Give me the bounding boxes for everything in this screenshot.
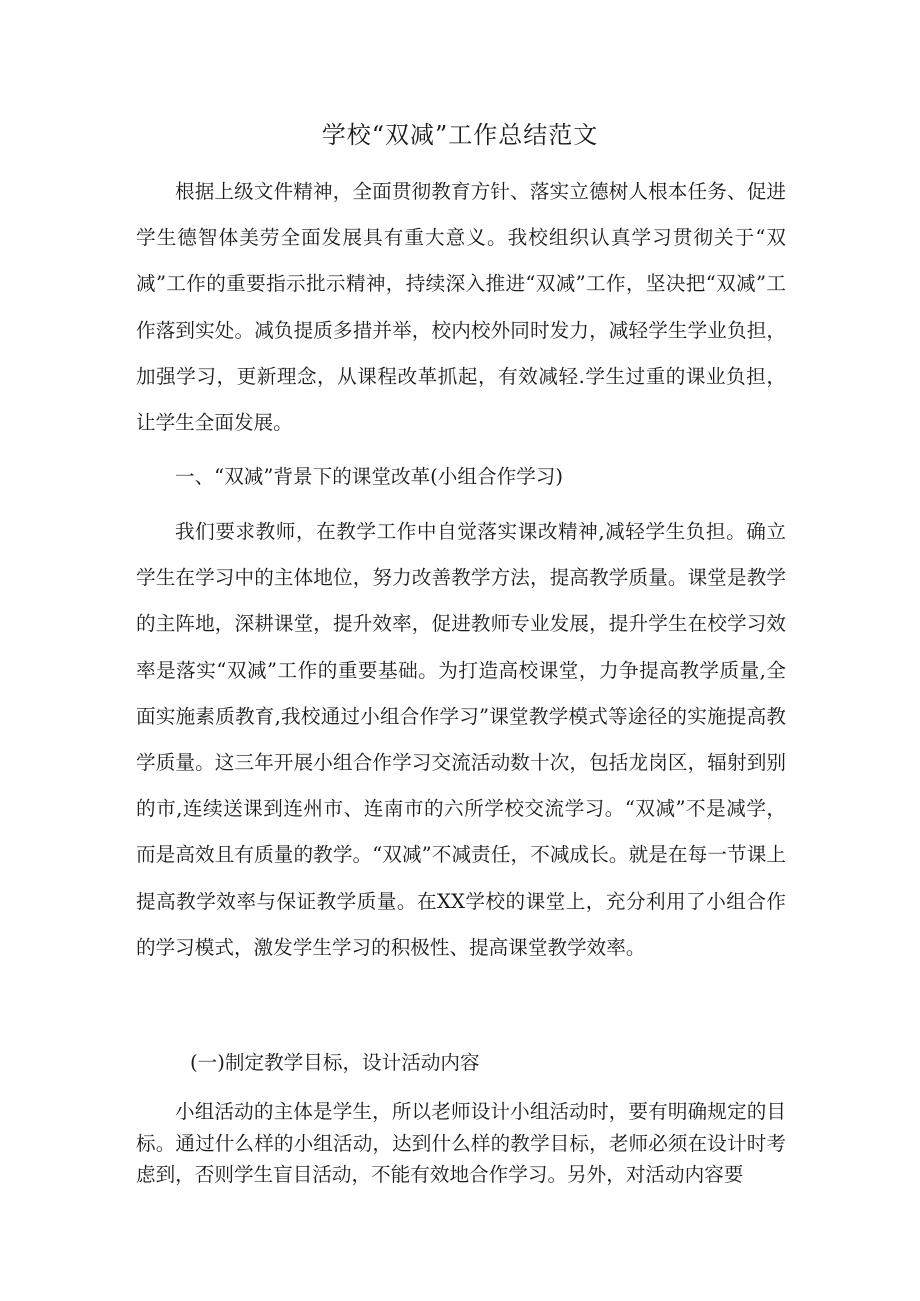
paragraph-section-1: 我们要求教师，在教学工作中自觉落实课改精神,减轻学生负担。确立学生在学习中的主体地位，努力改善教学方法，提高教学质量。课堂是教学的主阵地，深耕课堂，提升效率，促进教师专业发展，提升学生在校学习效率是落实“双减”工作的重要基础。为打造高校课堂，力争提高教学质量,全面实施素质教育,我校通过小组合作学习”课堂教学模式等途径的实施提高教学质量。这三年开展小组合作学习交流活动数十次，包括龙岗区，辐射到别的市,连续送课到连州市、连南市的六所学校交流学习。“双减”不是减学，而是高效且有质量的教学。“双减”不减责任，不减成长。就是在每一节课上提高教学效率与保证教学质量。在XX学校的课堂上，充分利用了小组合作的学习模式，激发学生学习的积极性、提高课堂教学效率。 <box>136 520 786 959</box>
paragraph-subsection-1: 小组活动的主体是学生，所以老师设计小组活动时，要有明确规定的目标。通过什么样的小组活动，达到什么样的教学目标，老师必须在设计时考虑到，否则学生盲目活动，不能有效地合作学习。另外，对活动内容要 <box>136 1100 786 1186</box>
document-title: 学校“双减”工作总结范文 <box>321 121 599 149</box>
paragraph-intro: 根据上级文件精神，全面贯彻教育方针、落实立德树人根本任务、促进学生德智体美劳全面发展具有重大意义。我校组织认真学习贯彻关于“双减”工作的重要指示批示精神，持续深入推进“双减”工作，坚决把“双减”工作落到实处。减负提质多措并举，校内校外同时发力，减轻学生学业负担，加强学习，更新理念，从课程改革抓起，有效减轻.学生过重的课业负担，让学生全面发展。 <box>136 180 786 435</box>
subsection-heading-1: (一)制定教学目标，设计活动内容 <box>190 1051 480 1074</box>
section-heading-1: 一、“双减”背景下的课堂改革(小组合作学习) <box>175 465 564 488</box>
